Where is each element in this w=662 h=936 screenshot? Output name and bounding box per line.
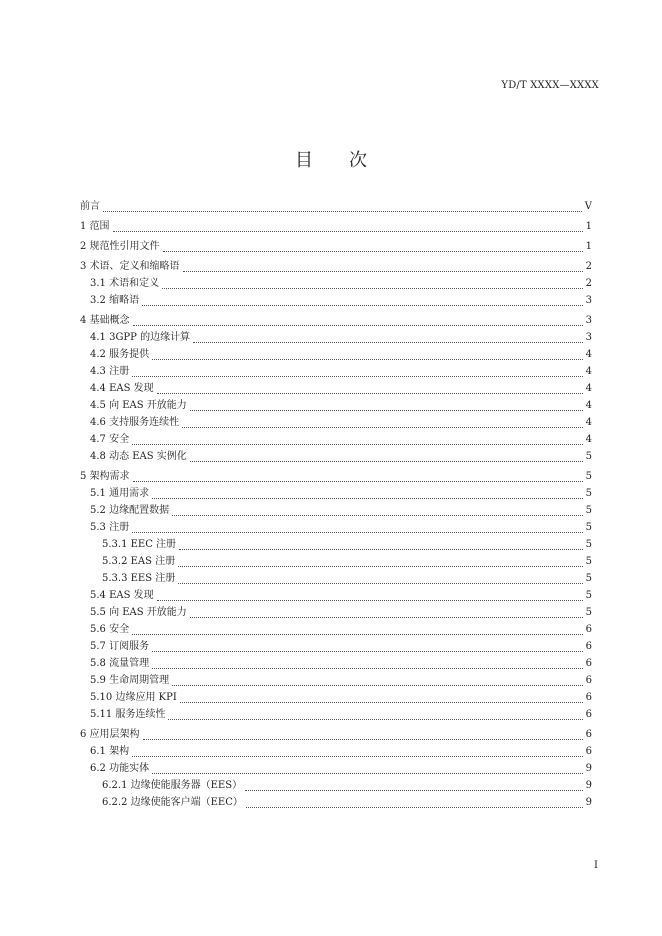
toc-entry-label: 5 架构需求 (80, 471, 130, 482)
toc-entry-label: 6.1 架构 (90, 746, 130, 757)
toc-entry-page: V (584, 201, 592, 212)
toc-entry[interactable] (80, 346, 592, 363)
toc-entry-label: 2 规范性引用文件 (80, 241, 160, 252)
toc-entry-page: 2 (585, 278, 592, 289)
toc-entry-label: 6.2.2 边缘使能客户端（EEC） (102, 797, 243, 808)
toc-entry-label: 5.10 边缘应用 KPI (90, 692, 177, 703)
toc-entry-label: 5.5 向 EAS 开放能力 (90, 607, 187, 618)
toc-entry-page: 4 (585, 349, 592, 360)
toc-entry[interactable] (80, 448, 592, 465)
toc-entry[interactable] (80, 706, 592, 723)
toc-leader-dots (180, 702, 583, 703)
page-number: I (594, 860, 598, 871)
toc-entry-label: 6.2.1 边缘使能服务器（EES） (102, 780, 243, 791)
toc-entry[interactable] (80, 587, 592, 604)
toc-leader-dots (132, 634, 583, 635)
toc-entry[interactable] (80, 363, 592, 380)
toc-leader-dots (179, 549, 583, 550)
toc-entry-page: 9 (585, 797, 592, 808)
toc-entry[interactable] (80, 397, 592, 414)
toc-leader-dots (182, 427, 583, 428)
toc-leader-dots (172, 685, 583, 686)
toc-leader-dots (168, 719, 582, 720)
toc-entry-label: 5.2 边缘配置数据 (90, 505, 170, 516)
toc-entry-label: 4.7 安全 (90, 434, 130, 445)
toc-entry[interactable] (80, 638, 592, 655)
toc-leader-dots (157, 600, 583, 601)
toc-entry-label: 5.3.1 EEC 注册 (102, 539, 177, 550)
toc-leader-dots (193, 342, 583, 343)
toc-entry-page: 6 (585, 746, 592, 757)
toc-leader-dots (133, 481, 583, 482)
toc-leader-dots (163, 251, 583, 252)
toc-entry[interactable] (80, 485, 592, 502)
toc-entry-label: 4 基础概念 (80, 315, 130, 326)
toc-entry-label: 5.11 服务连续性 (90, 709, 166, 720)
toc-entry-page: 6 (585, 709, 592, 720)
toc-entry-label: 5.1 通用需求 (90, 488, 150, 499)
toc-leader-dots (113, 231, 583, 232)
toc-leader-dots (133, 325, 583, 326)
toc-entry-label: 5.9 生命周期管理 (90, 675, 170, 686)
toc-leader-dots (183, 271, 583, 272)
toc-entry[interactable] (80, 414, 592, 431)
toc-entry[interactable] (80, 198, 592, 215)
toc-entry[interactable] (80, 777, 592, 794)
toc-entry-page: 4 (585, 366, 592, 377)
toc-entry[interactable] (80, 760, 592, 777)
toc-entry-page: 6 (585, 692, 592, 703)
toc-entry[interactable] (80, 689, 592, 706)
toc-entry-label: 5.3.2 EAS 注册 (102, 556, 176, 567)
toc-entry-page: 5 (585, 471, 592, 482)
toc-entry-page: 3 (585, 315, 592, 326)
toc-leader-dots (178, 583, 582, 584)
toc-entry-page: 4 (585, 383, 592, 394)
toc-entry[interactable] (80, 380, 592, 397)
toc-leader-dots (152, 773, 583, 774)
toc-leader-dots (245, 790, 583, 791)
toc-entry-label: 4.8 动态 EAS 实例化 (90, 451, 187, 462)
toc-leader-dots (103, 211, 582, 212)
toc-entry[interactable] (80, 655, 592, 672)
toc-entry-page: 5 (585, 522, 592, 533)
toc-entry[interactable] (80, 258, 592, 275)
toc-entry[interactable] (80, 726, 592, 743)
toc-entry-label: 5.8 流量管理 (90, 658, 150, 669)
toc-entry-page: 6 (585, 624, 592, 635)
toc-entry-page: 5 (585, 539, 592, 550)
toc-leader-dots (142, 305, 583, 306)
toc-entry[interactable] (80, 238, 592, 255)
toc-entry-label: 4.5 向 EAS 开放能力 (90, 400, 187, 411)
toc-entry-page: 5 (585, 556, 592, 567)
toc-entry-page: 6 (585, 675, 592, 686)
toc-entry-page: 4 (585, 417, 592, 428)
toc-entry[interactable] (80, 621, 592, 638)
toc-entry[interactable] (80, 672, 592, 689)
toc-entry[interactable] (80, 218, 592, 235)
toc-entry-label: 4.3 注册 (90, 366, 130, 377)
toc-entry-page: 4 (585, 434, 592, 445)
toc-entry-label: 5.3 注册 (90, 522, 130, 533)
toc-entry-label: 前言 (80, 201, 100, 212)
toc-leader-dots (190, 617, 583, 618)
toc-entry-label: 4.2 服务提供 (90, 349, 150, 360)
toc-entry-label: 4.1 3GPP 的边缘计算 (90, 332, 191, 343)
toc-leader-dots (132, 376, 583, 377)
toc-entry-label: 5.3.3 EES 注册 (102, 573, 176, 584)
toc-leader-dots (152, 668, 583, 669)
toc-leader-dots (132, 532, 583, 533)
toc-entry-page: 6 (585, 641, 592, 652)
toc-entry-page: 5 (585, 505, 592, 516)
toc-entry[interactable] (80, 292, 592, 309)
toc-entry[interactable] (80, 570, 592, 587)
toc-entry-label: 1 范围 (80, 221, 110, 232)
toc-entry-label: 3.1 术语和定义 (90, 278, 160, 289)
toc-leader-dots (152, 651, 583, 652)
toc-entry[interactable] (80, 312, 592, 329)
toc-entry-page: 5 (585, 488, 592, 499)
toc-entry-label: 3.2 缩略语 (90, 295, 140, 306)
toc-entry[interactable] (80, 468, 592, 485)
toc-entry-page: 5 (585, 573, 592, 584)
toc-leader-dots (132, 444, 583, 445)
toc-entry-page: 3 (585, 295, 592, 306)
toc-entry[interactable] (80, 431, 592, 448)
toc-entry-label: 4.6 支持服务连续性 (90, 417, 180, 428)
toc-leader-dots (190, 410, 583, 411)
toc-entry[interactable] (80, 553, 592, 570)
toc-entry-page: 5 (585, 451, 592, 462)
toc-entry[interactable] (80, 519, 592, 536)
toc-entry[interactable] (80, 743, 592, 760)
toc-leader-dots (246, 807, 583, 808)
toc-leader-dots (132, 756, 583, 757)
toc-leader-dots (190, 461, 583, 462)
toc-entry-page: 1 (585, 221, 592, 232)
toc-leader-dots (172, 515, 583, 516)
table-of-contents (80, 198, 592, 811)
toc-leader-dots (152, 359, 583, 360)
toc-entry[interactable] (80, 275, 592, 292)
toc-entry[interactable] (80, 502, 592, 519)
toc-entry[interactable] (80, 604, 592, 621)
toc-entry[interactable] (80, 794, 592, 811)
toc-leader-dots (157, 393, 583, 394)
toc-entry-label: 4.4 EAS 发现 (90, 383, 154, 394)
document-id: YD/T XXXX—XXXX (501, 80, 599, 91)
toc-entry-page: 2 (585, 261, 592, 272)
toc-entry-page: 6 (585, 658, 592, 669)
toc-entry-label: 6.2 功能实体 (90, 763, 150, 774)
toc-leader-dots (143, 739, 583, 740)
toc-entry-label: 5.7 订阅服务 (90, 641, 150, 652)
toc-entry-label: 5.4 EAS 发现 (90, 590, 154, 601)
toc-entry-label: 6 应用层架构 (80, 729, 140, 740)
toc-entry[interactable] (80, 329, 592, 346)
toc-entry-page: 9 (585, 763, 592, 774)
toc-entry-page: 5 (585, 607, 592, 618)
toc-leader-dots (178, 566, 582, 567)
toc-entry-page: 1 (585, 241, 592, 252)
toc-entry-page: 4 (585, 400, 592, 411)
toc-entry-page: 6 (585, 729, 592, 740)
toc-leader-dots (152, 498, 583, 499)
page-title: 目 次 (295, 150, 367, 171)
toc-entry-page: 9 (585, 780, 592, 791)
toc-entry-page: 3 (585, 332, 592, 343)
toc-entry-page: 5 (585, 590, 592, 601)
toc-leader-dots (162, 288, 583, 289)
toc-entry-label: 5.6 安全 (90, 624, 130, 635)
toc-entry-label: 3 术语、定义和缩略语 (80, 261, 180, 272)
toc-entry[interactable] (80, 536, 592, 553)
